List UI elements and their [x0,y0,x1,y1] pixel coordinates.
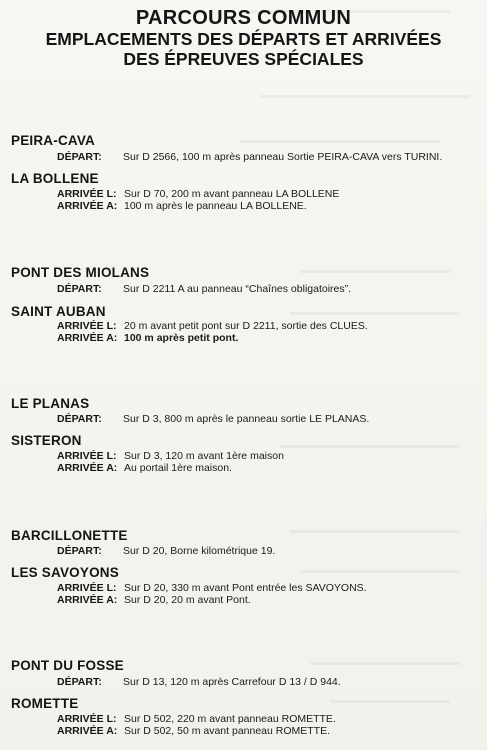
arrivee-l-label: ARRIVÉE L: [57,188,117,200]
depart-label: DÉPART: [57,545,102,557]
depart-description: Sur D 3, 800 m après le panneau sortie LE PLANAS. [123,413,370,425]
bleed-through-mark [300,570,460,573]
arrivee-a-label: ARRIVÉE A: [57,200,118,212]
page-header [0,8,487,69]
location-name: PONT DES MIOLANS [11,265,150,280]
location-name: ROMETTE [11,696,79,711]
location-name: LA BOLLENE [11,171,99,186]
location-name: PONT DU FOSSE [11,658,124,673]
location-name: BARCILLONETTE [11,528,128,543]
depart-label: DÉPART: [57,413,102,425]
bleed-through-mark [260,95,470,98]
arrivee-a-label: ARRIVÉE A: [57,594,118,606]
arrivee-a-description: 100 m après le panneau LA BOLLENE. [124,200,307,212]
bleed-through-mark [310,662,460,665]
depart-description: Sur D 2566, 100 m après panneau Sortie PEIRA-CAVA vers TURINI. [123,151,443,163]
arrivee-l-label: ARRIVÉE L: [57,320,117,332]
arrivee-l-label: ARRIVÉE L: [57,450,117,462]
location-name: PEIRA-CAVA [11,133,96,148]
arrivee-a-description: Au portail 1ère maison. [124,462,232,474]
depart-description: Sur D 13, 120 m après Carrefour D 13 / D 944. [123,676,341,688]
arrivee-l-description: Sur D 20, 330 m avant Pont entrée les SAVOYONS. [124,582,367,594]
arrivee-l-description: Sur D 70, 200 m avant panneau LA BOLLENE [124,188,340,200]
bleed-through-mark [240,140,440,143]
arrivee-l-description: Sur D 3, 120 m avant 1ère maison [124,450,284,462]
page-subtitle-line-2: DES ÉPREUVES SPÉCIALES [123,49,364,69]
arrivee-a-label: ARRIVÉE A: [57,462,118,474]
location-name: LES SAVOYONS [11,565,119,580]
bleed-through-mark [290,530,460,533]
arrivee-l-label: ARRIVÉE L: [57,582,117,594]
depart-label: DÉPART: [57,283,102,295]
location-name: LE PLANAS [11,396,90,411]
arrivee-l-description: Sur D 502, 220 m avant panneau ROMETTE. [124,713,336,725]
bleed-through-mark [330,700,450,703]
depart-description: Sur D 20, Borne kilométrique 19. [123,545,276,557]
arrivee-a-label: ARRIVÉE A: [57,725,118,737]
depart-description: Sur D 2211 A au panneau “Chaînes obligatoires”. [123,283,352,295]
bleed-through-mark [300,270,450,273]
arrivee-l-description: 20 m avant petit pont sur D 2211, sortie des CLUES. [124,320,368,332]
depart-label: DÉPART: [57,151,102,163]
location-name: SAINT AUBAN [11,304,106,319]
page-subtitle-line-1: EMPLACEMENTS DES DÉPARTS ET ARRIVÉES [45,29,442,49]
page-title: PARCOURS COMMUN [135,7,352,29]
location-name: SISTERON [11,433,82,448]
arrivee-a-description: Sur D 502, 50 m avant panneau ROMETTE. [124,725,331,737]
arrivee-a-label: ARRIVÉE A: [57,332,118,344]
arrivee-a-description: Sur D 20, 20 m avant Pont. [124,594,251,606]
bleed-through-mark [280,445,460,448]
arrivee-a-description: 100 m après petit pont. [124,332,239,344]
bleed-through-mark [290,312,460,315]
depart-label: DÉPART: [57,676,102,688]
arrivee-l-label: ARRIVÉE L: [57,713,117,725]
